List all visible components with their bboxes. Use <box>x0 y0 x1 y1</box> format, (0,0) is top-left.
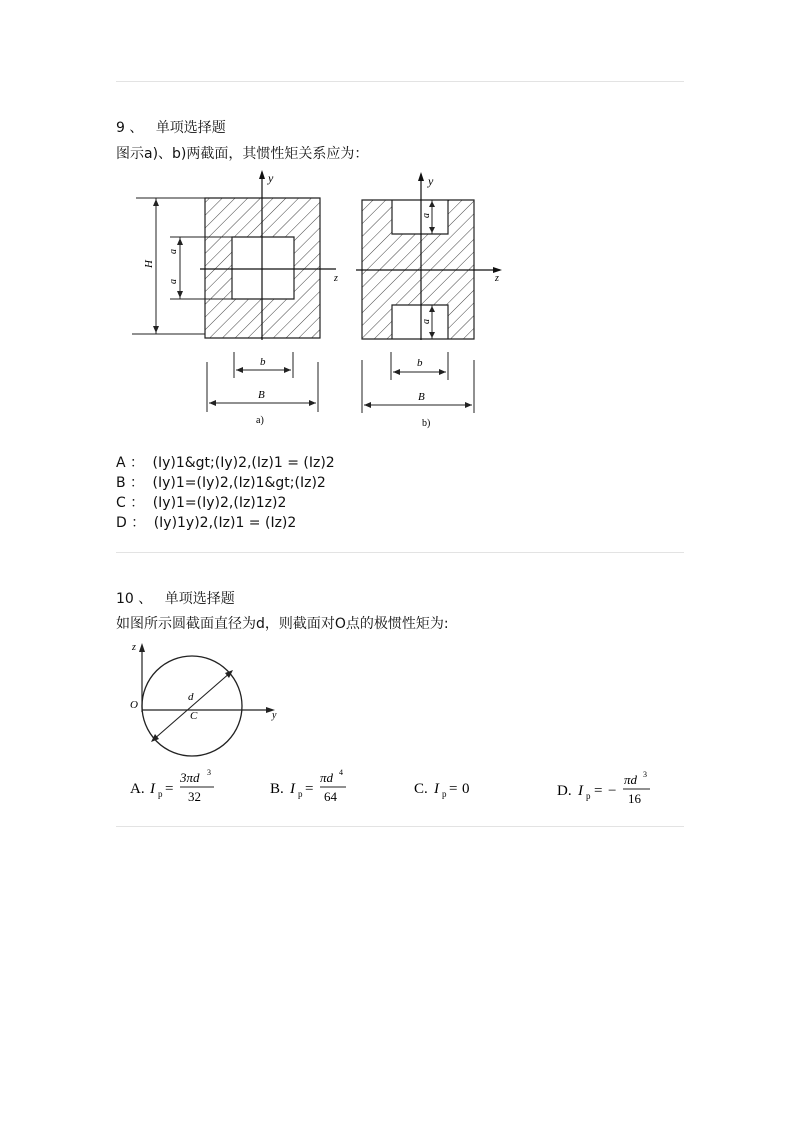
fig9a-a-label-top: a <box>168 249 179 254</box>
choice-den: 64 <box>324 789 337 804</box>
fig9a-B-label: B <box>258 389 265 401</box>
fig9a-b-label: b <box>260 356 266 368</box>
q10-choice-b[interactable] <box>270 768 346 804</box>
q10-choice-a[interactable] <box>130 768 214 804</box>
option-text: (Iy)1=(Iy)2,(Iz)1z)2 <box>152 495 287 511</box>
option-letter: B ： <box>116 475 145 491</box>
fig9b-z-label: z <box>495 273 499 284</box>
fig9b-b-label: b <box>417 357 423 369</box>
choice-I: I <box>290 781 295 797</box>
choice-eq: = <box>449 781 458 797</box>
fig10-y-label: y <box>272 710 277 721</box>
choice-sub: p <box>586 791 591 801</box>
q10-choice-d[interactable] <box>557 770 650 806</box>
choice-exp: 3 <box>643 770 647 779</box>
fig9a-a-label-bottom: a <box>168 279 179 284</box>
choice-prefix: B. <box>270 781 284 797</box>
choice-exp: 3 <box>207 768 211 777</box>
choice-num: 3πd <box>180 770 200 785</box>
choice-exp: 4 <box>339 768 343 777</box>
option-letter: A ： <box>116 455 145 471</box>
choice-sub: p <box>298 789 303 799</box>
fig9b-a-label-bottom: a <box>421 319 432 324</box>
choice-prefix: D. <box>557 783 572 799</box>
fig10-C-label: C <box>190 710 198 722</box>
q10-stem: 如图所示圆截面直径为d，则截面对O点的极惯性矩为: <box>116 616 449 632</box>
option-letter: D ： <box>116 515 146 531</box>
choice-I: I <box>578 783 583 799</box>
fig10-d-label: d <box>188 691 194 703</box>
choice-prefix: A. <box>130 781 145 797</box>
choice-den: 16 <box>628 791 641 806</box>
choice-sub: p <box>158 789 163 799</box>
choice-I: I <box>150 781 155 797</box>
choice-num: πd <box>320 770 334 785</box>
choice-eq: = <box>165 781 174 797</box>
choice-val: 0 <box>462 781 470 797</box>
fig9a-H-label: H <box>143 260 155 268</box>
q10-type: 单项选择题 <box>164 591 235 607</box>
choice-eq: = <box>305 781 314 797</box>
fig10-z-label: z <box>132 642 136 653</box>
choice-sign: − <box>608 783 617 799</box>
fig9a-caption: a) <box>256 415 264 426</box>
fig9b-y-label: y <box>428 174 434 188</box>
choice-I: I <box>434 781 439 797</box>
choice-sub: p <box>442 789 447 799</box>
q9-type: 单项选择题 <box>155 120 226 136</box>
q9-stem: 图示a)、b)两截面，其惯性矩关系应为： <box>116 146 369 162</box>
q10-number: 10 、 <box>116 591 153 607</box>
choice-num: πd <box>624 772 638 787</box>
fig10-O-label: O <box>130 699 138 711</box>
option-text: (Iy)1&gt;(Iy)2,(Iz)1 = (Iz)2 <box>152 455 335 471</box>
q9-number: 9 、 <box>116 120 144 136</box>
choice-prefix: C. <box>414 781 428 797</box>
choice-eq: = <box>594 783 603 799</box>
fig9a-y-label: y <box>268 171 274 185</box>
fig9b-B-label: B <box>418 391 425 403</box>
q10-choice-c[interactable] <box>414 781 470 799</box>
option-text: (Iy)1y)2,(Iz)1 = (Iz)2 <box>153 515 297 531</box>
option-text: (Iy)1=(Iy)2,(Iz)1&gt;(Iz)2 <box>152 475 326 491</box>
fig9b-a-label-top: a <box>421 213 432 218</box>
fig9b-caption: b) <box>422 418 431 429</box>
option-letter: C ： <box>116 495 145 511</box>
fig9a-z-label: z <box>334 273 338 284</box>
choice-den: 32 <box>188 789 201 804</box>
divider-bottom <box>116 826 684 827</box>
